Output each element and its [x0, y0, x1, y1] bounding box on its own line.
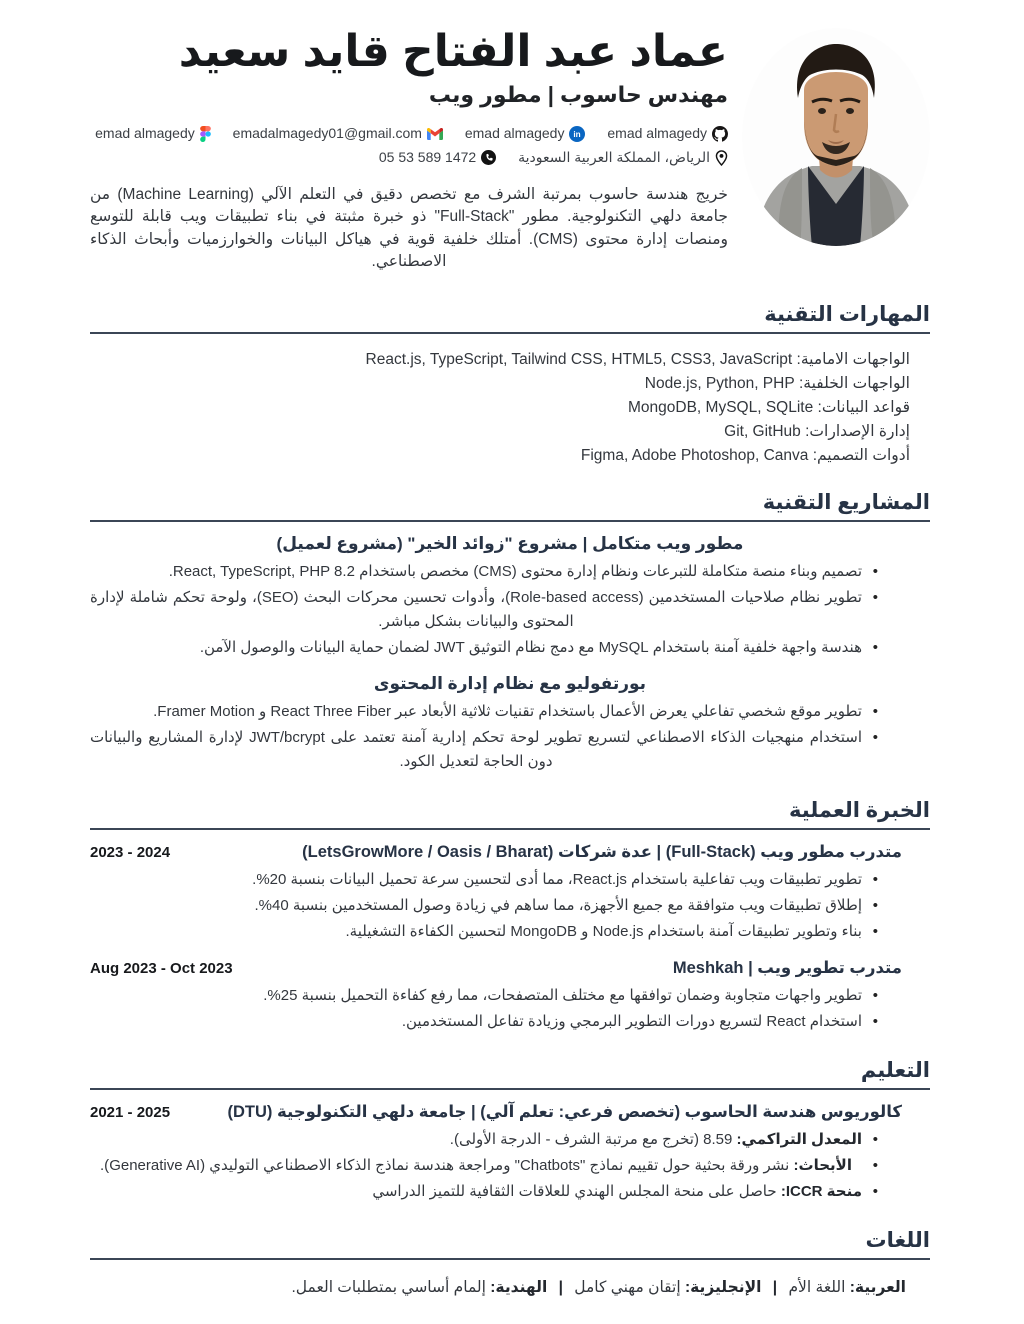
section-title-experience: الخبرة العملية: [789, 799, 930, 823]
linkedin-icon: [569, 126, 585, 142]
bullet-text: نشر ورقة بحثية حول تقييم نماذج "Chatbots" ومراجعة هندسة نماذج الذكاء الاصطناعي التوليدي (Generative AI).: [100, 1157, 790, 1175]
section-title-languages: اللغات: [865, 1229, 930, 1253]
bullet-label: الأبحاث:: [793, 1157, 852, 1175]
skill-row-frontend: [90, 348, 910, 372]
job-bullets-1: [90, 868, 930, 946]
section-rule: [90, 1258, 930, 1260]
language-separator: |: [772, 1279, 778, 1297]
job-title: متدرب مطور ويب (Full-Stack) | عدة شركات (LetsGrowMore / Oasis / Bharat): [302, 843, 902, 862]
contact-linkedin-label: emad almagedy: [464, 124, 565, 141]
section-rule: [90, 828, 930, 830]
skill-values: Figma, Adobe Photoshop, Canva: [580, 447, 809, 465]
section-skills: [90, 302, 930, 468]
skill-label: الواجهات الامامية:: [796, 351, 910, 368]
figma-icon: [200, 126, 211, 142]
section-education: [90, 1058, 930, 1206]
contact-email: [233, 122, 443, 146]
bullet-item: • استخدام React لتسريع دورات التطوير البرمجي وزيادة تفاعل المستخدمين.: [90, 1010, 880, 1036]
svg-text:in: in: [573, 129, 582, 139]
section-languages: [90, 1228, 930, 1301]
language-label-arabic: العربية:: [849, 1279, 906, 1297]
contact-email-label: emadalmagedy01@gmail.com: [232, 124, 422, 141]
section-projects: [90, 490, 930, 776]
section-title-projects: المشاريع التقنية: [762, 491, 930, 515]
language-label-english: الإنجليزية:: [684, 1279, 762, 1297]
section-title-education: التعليم: [860, 1059, 930, 1083]
bullet-item: [90, 1128, 880, 1154]
contact-location-label: الرياض، المملكة العربية السعودية: [518, 148, 710, 165]
bullet-item: • استخدام منهجيات الذكاء الاصطناعي لتسريع تطوير لوحة تحكم إدارية آمنة تعتمد على JWT/bcrypt لإدارة المشاريع والبيانات دون الحاجة لتعديل الكود.: [90, 726, 880, 776]
language-line: [90, 1272, 930, 1301]
skill-values: Git, GitHub: [724, 423, 801, 441]
job-row-1: [90, 842, 930, 862]
project-heading-1: مطور ويب متكامل | مشروع "زوائد الخير" (مشروع لعميل): [276, 534, 744, 554]
bullet-item: • إطلاق تطبيقات ويب متوافقة مع جميع الأجهزة، مما ساهم في زيادة وصول المستخدمين بنسبة 40%.: [90, 894, 880, 920]
job-row-2: [90, 958, 930, 978]
phone-icon: [481, 150, 496, 165]
job-dates: 2023 - 2024: [90, 844, 171, 862]
project-bullets-2: [90, 700, 930, 776]
bullet-item: • تصميم وبناء منصة متكاملة للتبرعات ونظام إدارة محتوى (CMS) مخصص باستخدام React, TypeScript, PHP 8.2.: [90, 560, 880, 586]
contact-github: [607, 122, 728, 146]
contact-figma: [95, 122, 211, 146]
language-level-hindi: إلمام أساسي بمتطلبات العمل.: [291, 1279, 486, 1297]
bullet-item: • تطوير نظام صلاحيات المستخدمين (Role-based access)، وأدوات تحسين محركات البحث (SEO)، ولوحة تحكم شاملة لإدارة المحتوى والبيانات بشكل مباشر.: [90, 586, 880, 636]
bullet-item: [90, 1154, 880, 1180]
skill-row-version-control: [90, 420, 910, 444]
job-title: متدرب تطوير ويب | Meshkah: [672, 959, 902, 978]
bullet-item: • تطوير موقع شخصي تفاعلي يعرض الأعمال باستخدام تقنيات ثلاثية الأبعاد عبر React Three Fiber و Framer Motion.: [90, 700, 880, 726]
skill-values: React.js, TypeScript, Tailwind CSS, HTML5, CSS3, JavaScript: [365, 351, 793, 368]
project-bullets-1: [90, 560, 930, 662]
language-label-hindi: الهندية:: [490, 1279, 548, 1297]
skills-list: [90, 346, 930, 468]
profile-photo: [742, 28, 930, 246]
bullet-item: • بناء وتطوير تطبيقات آمنة باستخدام Node.js و MongoDB لتحسين الكفاءة التشغيلية.: [90, 920, 880, 946]
section-rule: [90, 1088, 930, 1090]
contact-phone-label: 05 53 589 1472: [378, 148, 477, 165]
education-bullets: [90, 1128, 930, 1206]
skill-label: إدارة الإصدارات:: [805, 423, 910, 441]
contact-phone: [379, 146, 496, 170]
section-rule: [90, 332, 930, 334]
skill-label: قواعد البيانات:: [817, 399, 910, 417]
skill-row-design-tools: [90, 444, 910, 468]
project-heading-2: بورتفوليو مع نظام إدارة المحتوى: [373, 674, 647, 694]
profile-photo-illustration: [742, 28, 930, 246]
summary: خريج هندسة حاسوب بمرتبة الشرف مع تخصص دقيق في التعلم الآلي (Machine Learning) من جامعة دلهي التكنولوجية. مطور "Full-Stack" ذو خبرة مثبتة في بناء تطبيقات ويب قابلة للتوسع ومنصات إدارة محتوى (CMS). أمتلك خلفية قوية في هياكل البيانات والخوارزميات وأبحاث الذكاء الاصطناعي.: [90, 185, 728, 271]
bullet-item: [90, 1180, 880, 1206]
language-level-english: إتقان مهني كامل: [574, 1279, 681, 1297]
skill-row-backend: [90, 372, 910, 396]
bullet-item: • تطوير تطبيقات ويب تفاعلية باستخدام React.js، مما أدى لتحسين سرعة تحميل البيانات بنسبة 20%.: [90, 868, 880, 894]
skill-values: MongoDB, MySQL, SQLite: [628, 399, 814, 417]
language-separator: |: [558, 1279, 563, 1297]
degree-title: كالوريوس هندسة الحاسوب (تخصص فرعي: تعلم آلي) | جامعة دلهي التكنولوجية (DTU): [227, 1103, 902, 1122]
candidate-name: عماد عبد الفتاح قايد سعيد: [178, 27, 728, 76]
candidate-title: مهندس حاسوب | مطور ويب: [428, 81, 728, 107]
github-icon: [712, 126, 728, 142]
skill-label: الواجهات الخلفية:: [799, 375, 910, 393]
language-level-arabic: اللغة الأم: [788, 1279, 846, 1297]
job-bullets-2: [90, 984, 930, 1036]
contact-linkedin: [465, 122, 586, 146]
bullet-label: منحة ICCR:: [780, 1183, 862, 1201]
bullet-label: المعدل التراكمي:: [736, 1131, 862, 1149]
skill-values: Node.js, Python, PHP: [644, 375, 795, 393]
contact-location: [518, 146, 728, 170]
contact-figma-label: emad almagedy: [95, 124, 195, 141]
header: [90, 26, 930, 280]
bullet-text: 8.59 (تخرج مع مرتبة الشرف - الدرجة الأولى).: [449, 1131, 733, 1149]
section-title-skills: المهارات التقنية: [764, 303, 930, 326]
bullet-item: • هندسة واجهة خلفية آمنة باستخدام MySQL مع دمج نظام التوثيق JWT لضمان حماية البيانات والوصول الآمن.: [90, 636, 880, 662]
contact-github-label: emad almagedy: [607, 124, 707, 141]
section-experience: [90, 798, 930, 1036]
section-rule: [90, 520, 930, 522]
bullet-text: حاصل على منحة المجلس الهندي للعلاقات الثقافية للتميز الدراسي: [372, 1183, 777, 1201]
degree-dates: 2021 - 2025: [90, 1104, 171, 1122]
location-icon: [715, 150, 728, 166]
bullet-item: • تطوير واجهات متجاوبة وضمان توافقها مع مختلف المتصفحات، مما رفع كفاءة التحميل بنسبة 25%.: [90, 984, 880, 1010]
job-dates: Aug 2023 - Oct 2023: [90, 960, 233, 978]
gmail-icon: [427, 128, 443, 140]
skill-label: أدوات التصميم:: [812, 447, 910, 465]
skill-row-databases: [90, 396, 910, 420]
degree-row: [90, 1102, 930, 1122]
